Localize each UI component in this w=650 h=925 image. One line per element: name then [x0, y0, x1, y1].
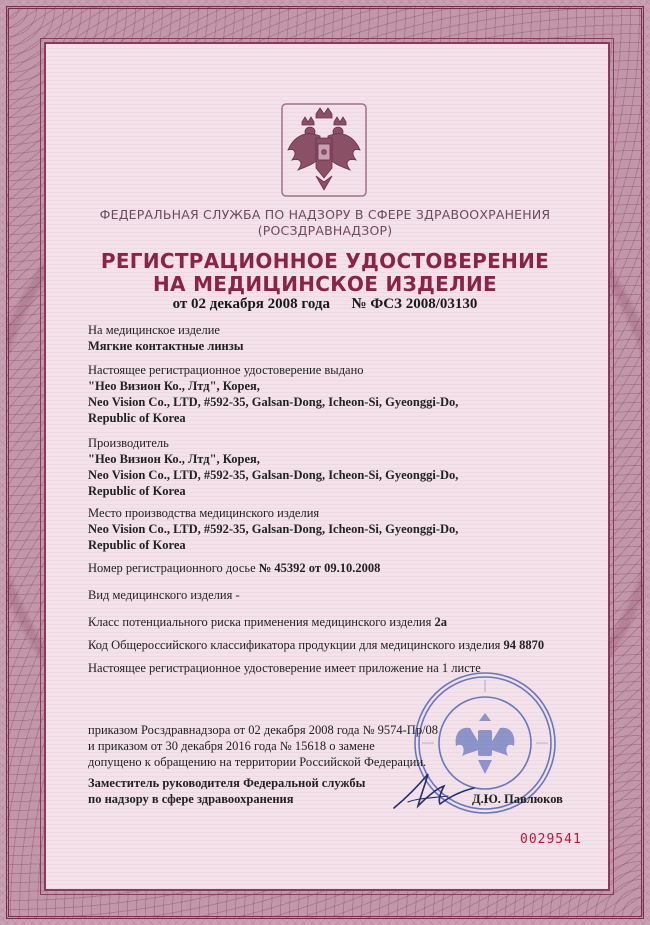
- issued-to-line: "Нео Визион Ко., Лтд", Корея,: [88, 379, 260, 393]
- dossier-value: № 45392 от 09.10.2008: [258, 561, 381, 575]
- issued-to-line: Republic of Korea: [88, 411, 186, 425]
- okp-code-label: Код Общероссийского классификатора продукции для медицинского изделия: [88, 638, 501, 652]
- certificate-number: ФСЗ 2008/03130: [370, 296, 478, 312]
- signatory-position: по надзору в сфере здравоохранения: [88, 792, 294, 806]
- production-site-line: Republic of Korea: [88, 538, 186, 552]
- appendix-text: Настоящее регистрационное удостоверение имеет приложение на 1 листе: [88, 661, 481, 675]
- okp-code-value: 94 8870: [503, 638, 545, 652]
- device-section: [88, 322, 588, 354]
- production-site-line: Neo Vision Co., LTD, #592-35, Galsan-Dong, Icheon-Si, Gyeonggi-Do,: [88, 522, 459, 536]
- device-type-label: Вид медицинского изделия -: [88, 588, 240, 602]
- agency-name: ФЕДЕРАЛЬНАЯ СЛУЖБА ПО НАДЗОРУ В СФЕРЕ ЗДРАВООХРАНЕНИЯ: [99, 207, 551, 222]
- handwritten-signature: [388, 768, 478, 814]
- risk-class-label: Класс потенциального риска применения медицинского изделия: [88, 615, 432, 629]
- certificate-date: 02 декабря 2008 года: [191, 296, 330, 312]
- order-line: допущено к обращению на территории Российской Федерации.: [88, 755, 427, 769]
- dossier-section: [88, 560, 588, 576]
- production-site-section: [88, 505, 588, 553]
- device-label: На медицинское изделие: [88, 323, 220, 337]
- manufacturer-line: Neo Vision Co., LTD, #592-35, Galsan-Dong, Icheon-Si, Gyeonggi-Do,: [88, 468, 459, 482]
- signatory-name-block: [472, 791, 582, 807]
- number-sign: №: [351, 296, 367, 312]
- serial-number: 0029541: [520, 832, 582, 847]
- okp-code-section: [88, 637, 588, 653]
- device-value: Мягкие контактные линзы: [88, 339, 244, 353]
- agency-abbreviation: (РОСЗДРАВНАДЗОР): [257, 223, 393, 238]
- issued-to-section: [88, 362, 588, 426]
- signatory-name: Д.Ю. Павлюков: [472, 792, 563, 806]
- manufacturer-line: Republic of Korea: [88, 484, 186, 498]
- issued-to-label: Настоящее регистрационное удостоверение выдано: [88, 363, 364, 377]
- orders-section: [88, 722, 588, 770]
- issued-to-line: Neo Vision Co., LTD, #592-35, Galsan-Dong, Icheon-Si, Gyeonggi-Do,: [88, 395, 459, 409]
- order-line: приказом Росздравнадзора от 02 декабря 2008 года № 9574-Пр/08: [88, 723, 439, 737]
- manufacturer-section: [88, 435, 588, 499]
- order-line: и приказом от 30 декабря 2016 года № 15618 о замене: [88, 739, 375, 753]
- date-prefix: от: [172, 296, 188, 312]
- certificate-title: РЕГИСТРАЦИОННОЕ УДОСТОВЕРЕНИЕ: [100, 249, 550, 273]
- double-headed-eagle-emblem: [276, 100, 372, 200]
- production-site-label: Место производства медицинского изделия: [88, 506, 320, 520]
- dossier-label: Номер регистрационного досье: [88, 561, 256, 575]
- signatory-position: Заместитель руководителя Федеральной службы: [88, 776, 366, 790]
- manufacturer-line: "Нео Визион Ко., Лтд", Корея,: [88, 452, 260, 466]
- certificate-number-line: [60, 296, 590, 313]
- device-type-section: [88, 587, 588, 603]
- risk-class-section: [88, 614, 588, 630]
- manufacturer-label: Производитель: [88, 436, 169, 450]
- risk-class-value: 2а: [434, 615, 447, 629]
- certificate-subtitle: НА МЕДИЦИНСКОЕ ИЗДЕЛИЕ: [152, 272, 497, 296]
